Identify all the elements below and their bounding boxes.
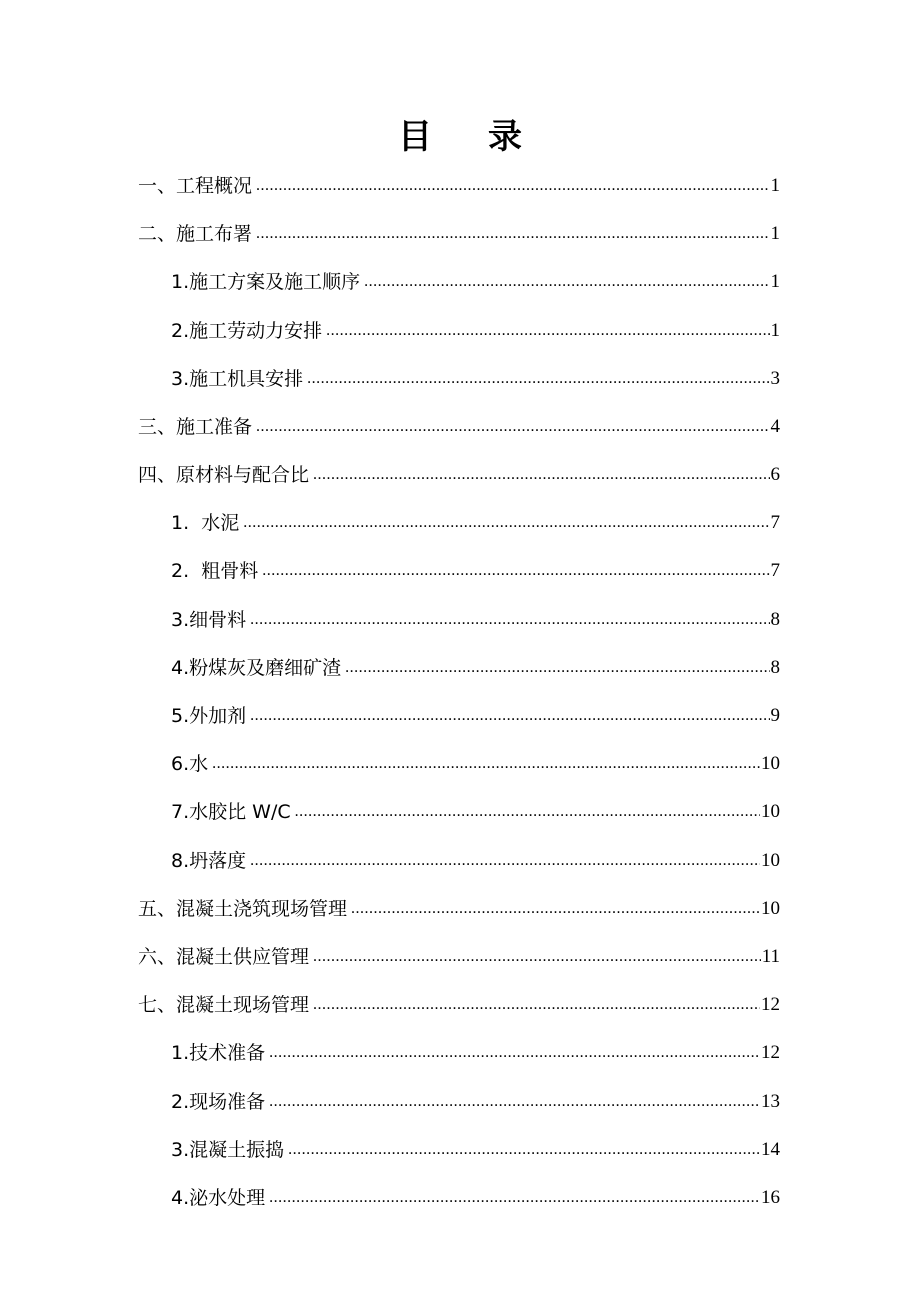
toc-page-number: 4 bbox=[770, 415, 780, 437]
toc-entry-label: 1. 水泥 bbox=[171, 512, 240, 535]
toc-page-number: 7 bbox=[770, 560, 780, 582]
toc-entry-label: 3.细骨料 bbox=[171, 608, 247, 631]
title-char-2: 录 bbox=[488, 117, 522, 157]
toc-entry[interactable] bbox=[138, 933, 780, 981]
toc-page-number: 1 bbox=[770, 319, 780, 341]
toc-leader-dots bbox=[250, 596, 769, 644]
toc-leader-dots bbox=[256, 403, 769, 451]
toc-leader-dots bbox=[243, 499, 769, 547]
title-char-1: 目 bbox=[398, 117, 432, 157]
toc-leader-dots bbox=[313, 981, 760, 1029]
toc-leader-dots bbox=[295, 788, 760, 836]
toc-entry[interactable] bbox=[138, 403, 780, 451]
toc-entry-label: 七、混凝土现场管理 bbox=[138, 994, 310, 1017]
toc-subentry[interactable] bbox=[138, 355, 780, 403]
toc-leader-dots bbox=[313, 451, 769, 499]
toc-page-number: 14 bbox=[761, 1138, 780, 1160]
toc-leader-dots bbox=[326, 307, 769, 355]
toc-page-number: 16 bbox=[761, 1186, 780, 1208]
toc-leader-dots bbox=[313, 933, 761, 981]
toc-entry-label: 三、施工准备 bbox=[138, 415, 253, 438]
toc-entry-label: 2.施工劳动力安排 bbox=[171, 319, 323, 342]
toc-leader-dots bbox=[256, 162, 769, 210]
toc-entry-label: 五、混凝土浇筑现场管理 bbox=[138, 897, 348, 920]
toc-leader-dots bbox=[364, 258, 769, 306]
toc-entry-label: 4.粉煤灰及磨细矿渣 bbox=[171, 656, 342, 679]
toc-page-number: 1 bbox=[770, 223, 780, 245]
toc-entry[interactable] bbox=[138, 885, 780, 933]
toc-subentry[interactable] bbox=[138, 596, 780, 644]
toc-leader-dots bbox=[269, 1029, 760, 1077]
toc-leader-dots bbox=[307, 355, 769, 403]
toc-page-number: 8 bbox=[770, 608, 780, 630]
toc-entry-label: 二、施工布署 bbox=[138, 223, 253, 246]
toc-entry-label: 1.技术准备 bbox=[171, 1042, 266, 1065]
toc-subentry[interactable] bbox=[138, 1174, 780, 1222]
toc-page-number: 1 bbox=[770, 174, 780, 196]
toc-page-number: 11 bbox=[761, 945, 780, 967]
toc-entry-label: 3.施工机具安排 bbox=[171, 367, 304, 390]
toc-leader-dots bbox=[212, 740, 760, 788]
toc-leader-dots bbox=[345, 644, 769, 692]
toc-subentry[interactable] bbox=[138, 1126, 780, 1174]
toc-entry-label: 1.施工方案及施工顺序 bbox=[171, 271, 361, 294]
toc-page-number: 8 bbox=[770, 656, 780, 678]
toc-subentry[interactable] bbox=[138, 258, 780, 306]
toc-leader-dots bbox=[269, 1174, 760, 1222]
toc-leader-dots bbox=[269, 1078, 760, 1126]
toc-page-number: 13 bbox=[761, 1090, 780, 1112]
toc-page-number: 7 bbox=[770, 512, 780, 534]
page-title bbox=[0, 112, 920, 162]
toc-leader-dots bbox=[250, 692, 769, 740]
toc-subentry[interactable] bbox=[138, 548, 780, 596]
toc-entry-label: 六、混凝土供应管理 bbox=[138, 945, 310, 968]
toc-subentry[interactable] bbox=[138, 1029, 780, 1077]
toc-entry-label: 6.水 bbox=[171, 753, 209, 776]
toc-entry-label: 7.水胶比 W/C bbox=[171, 801, 291, 824]
toc-subentry[interactable] bbox=[138, 1078, 780, 1126]
toc-entry-label: 8.坍落度 bbox=[171, 849, 247, 872]
toc-page-number: 10 bbox=[761, 801, 780, 823]
toc-subentry[interactable] bbox=[138, 307, 780, 355]
toc-leader-dots bbox=[256, 210, 769, 258]
toc-subentry[interactable] bbox=[138, 837, 780, 885]
toc-entry[interactable] bbox=[138, 981, 780, 1029]
toc-page-number: 10 bbox=[761, 849, 780, 871]
toc-page-number: 9 bbox=[770, 705, 780, 727]
toc-entry-label: 一、工程概况 bbox=[138, 174, 253, 197]
toc-subentry[interactable] bbox=[138, 644, 780, 692]
toc-subentry[interactable] bbox=[138, 692, 780, 740]
toc-entry[interactable] bbox=[138, 162, 780, 210]
toc-leader-dots bbox=[262, 547, 769, 595]
table-of-contents bbox=[138, 162, 780, 1222]
toc-entry-label: 四、原材料与配合比 bbox=[138, 464, 310, 487]
toc-page-number: 10 bbox=[761, 753, 780, 775]
toc-page-number: 12 bbox=[761, 994, 780, 1016]
toc-page-number: 12 bbox=[761, 1042, 780, 1064]
toc-entry[interactable] bbox=[138, 210, 780, 258]
toc-entry-label: 4.泌水处理 bbox=[171, 1186, 266, 1209]
toc-leader-dots bbox=[351, 885, 760, 933]
toc-page-number: 6 bbox=[770, 464, 780, 486]
toc-entry[interactable] bbox=[138, 451, 780, 499]
toc-page-number: 3 bbox=[770, 367, 780, 389]
toc-page-number: 10 bbox=[761, 897, 780, 919]
toc-subentry[interactable] bbox=[138, 499, 780, 547]
toc-subentry[interactable] bbox=[138, 788, 780, 836]
toc-page-number: 1 bbox=[770, 271, 780, 293]
toc-subentry[interactable] bbox=[138, 740, 780, 788]
toc-leader-dots bbox=[250, 837, 760, 885]
toc-entry-label: 2. 粗骨料 bbox=[171, 560, 259, 583]
toc-leader-dots bbox=[288, 1126, 760, 1174]
toc-entry-label: 3.混凝土振捣 bbox=[171, 1138, 285, 1161]
toc-entry-label: 5.外加剂 bbox=[171, 705, 247, 728]
toc-entry-label: 2.现场准备 bbox=[171, 1090, 266, 1113]
